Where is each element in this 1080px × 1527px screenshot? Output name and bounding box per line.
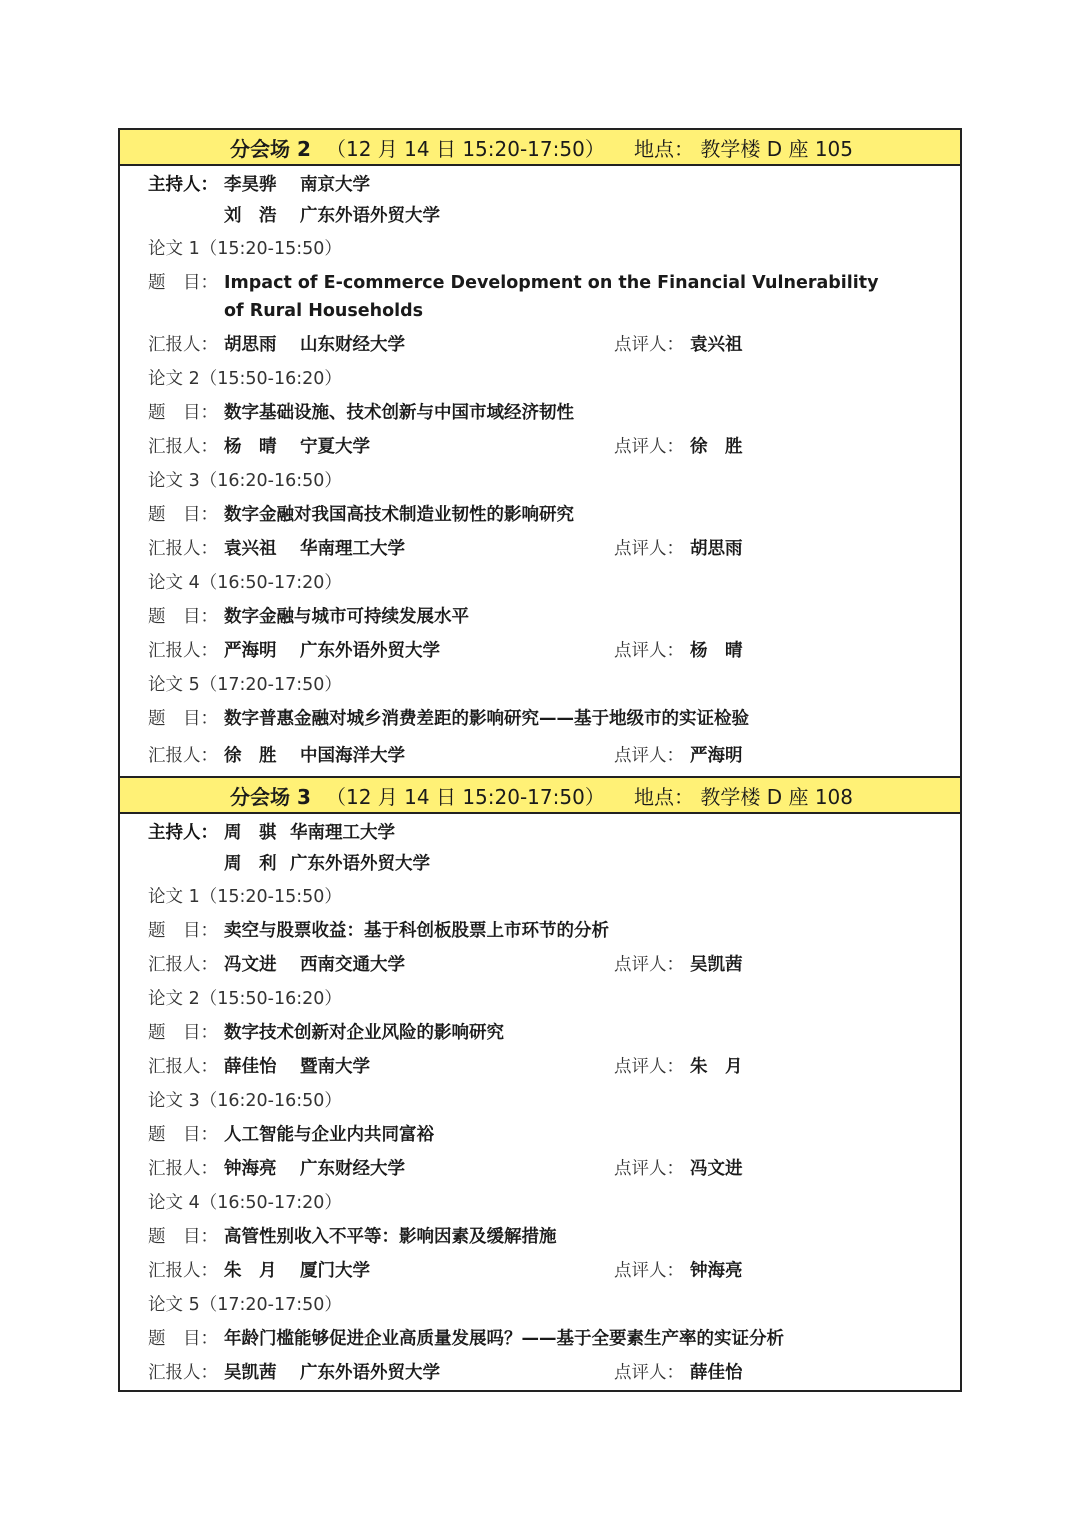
- presenter-affiliation: 广东外语外贸大学: [300, 641, 440, 661]
- presenter-affiliation: 中国海洋大学: [300, 746, 405, 766]
- paper-title: 人工智能与企业内共同富裕: [224, 1125, 434, 1145]
- paper-title-row: [148, 1019, 940, 1047]
- presenter-name: 钟海亮: [224, 1159, 277, 1179]
- host-label: 主持人：: [148, 175, 218, 195]
- presenter-label: 汇报人：: [148, 1057, 218, 1077]
- paper-title: 卖空与股票收益：基于科创板股票上市环节的分析: [224, 921, 609, 941]
- title-label: 题 目：: [148, 273, 218, 293]
- session-2-name: 分会场 2: [230, 136, 311, 161]
- title-label: 题 目：: [148, 1125, 218, 1145]
- presenter-label: 汇报人：: [148, 1261, 218, 1281]
- reviewer-label: 点评人：: [614, 641, 684, 661]
- paper-title: 高管性别收入不平等：影响因素及缓解措施: [224, 1227, 557, 1247]
- presenter-row: [148, 1359, 940, 1387]
- presenter-name: 徐 胜: [224, 746, 277, 766]
- presenter-affiliation: 厦门大学: [300, 1261, 370, 1281]
- paper-title-row: [148, 1121, 940, 1149]
- host-affiliation: 南京大学: [300, 175, 370, 195]
- presenter-row: [148, 331, 940, 359]
- presenter-label: 汇报人：: [148, 1159, 218, 1179]
- paper-title-row: [148, 603, 940, 631]
- paper-label: 论文 1（15:20-15:50）: [148, 239, 342, 259]
- presenter-name: 吴凯茜: [224, 1363, 277, 1383]
- presenter-row: [148, 637, 940, 665]
- reviewer-label: 点评人：: [614, 1261, 684, 1281]
- presenter-affiliation: 宁夏大学: [300, 437, 370, 457]
- paper-label: 论文 5（17:20-17:50）: [148, 675, 342, 695]
- paper-label: 论文 3（16:20-16:50）: [148, 1091, 342, 1111]
- session-2-body: [120, 166, 960, 778]
- reviewer-name: 杨 晴: [690, 641, 743, 661]
- paper-title-row: [148, 269, 940, 325]
- presenter-row: [148, 433, 940, 461]
- title-label: 题 目：: [148, 403, 218, 423]
- paper-title: 数字金融对我国高技术制造业韧性的影响研究: [224, 505, 574, 525]
- paper-title: 数字技术创新对企业风险的影响研究: [224, 1023, 504, 1043]
- reviewer-name: 钟海亮: [690, 1261, 743, 1281]
- session-2-header: [120, 130, 960, 166]
- paper-title: 数字基础设施、技术创新与中国市域经济韧性: [224, 403, 574, 423]
- reviewer-name: 冯文进: [690, 1159, 743, 1179]
- paper-title: 数字金融与城市可持续发展水平: [224, 607, 469, 627]
- paper-label: 论文 3（16:20-16:50）: [148, 471, 342, 491]
- host-name: 李昊骅: [224, 175, 277, 195]
- paper-label: 论文 1（15:20-15:50）: [148, 887, 342, 907]
- host-label: 主持人：: [148, 823, 218, 843]
- presenter-name: 冯文进: [224, 955, 277, 975]
- paper-title: 年龄门槛能够促进企业高质量发展吗？——基于全要素生产率的实证分析: [224, 1329, 784, 1349]
- paper-title: Impact of E-commerce Development on the Financial Vulnerability of Rural Households: [224, 273, 879, 321]
- presenter-affiliation: 山东财经大学: [300, 335, 405, 355]
- host-name: 周 利: [224, 854, 277, 874]
- schedule-table: [118, 128, 962, 1392]
- presenter-affiliation: 广东财经大学: [300, 1159, 405, 1179]
- presenter-affiliation: 西南交通大学: [300, 955, 405, 975]
- host-row: [148, 819, 940, 847]
- presenter-row: [148, 742, 940, 770]
- reviewer-name: 吴凯茜: [690, 955, 743, 975]
- reviewer-name: 严海明: [690, 746, 743, 766]
- reviewer-name: 朱 月: [690, 1057, 743, 1077]
- reviewer-label: 点评人：: [614, 1363, 684, 1383]
- session-3-location: 地点： 教学楼 D 座 108: [634, 784, 854, 809]
- presenter-label: 汇报人：: [148, 437, 218, 457]
- presenter-name: 胡思雨: [224, 335, 277, 355]
- paper-title-row: [148, 501, 940, 529]
- session-3-time: （12 月 14 日 15:20-17:50）: [326, 784, 605, 809]
- host-affiliation: 华南理工大学: [290, 823, 395, 843]
- presenter-row: [148, 1053, 940, 1081]
- presenter-row: [148, 1155, 940, 1183]
- paper-label: 论文 2（15:50-16:20）: [148, 369, 342, 389]
- host-row: [148, 202, 940, 230]
- reviewer-label: 点评人：: [614, 1159, 684, 1179]
- paper-title-row: [148, 705, 940, 733]
- host-name: 周 骐: [224, 823, 277, 843]
- title-label: 题 目：: [148, 1023, 218, 1043]
- paper-title-row: [148, 1325, 940, 1353]
- presenter-label: 汇报人：: [148, 746, 218, 766]
- session-2-location: 地点： 教学楼 D 座 105: [634, 136, 854, 161]
- paper-label: 论文 4（16:50-17:20）: [148, 1193, 342, 1213]
- reviewer-label: 点评人：: [614, 539, 684, 559]
- presenter-label: 汇报人：: [148, 1363, 218, 1383]
- title-label: 题 目：: [148, 505, 218, 525]
- presenter-name: 薛佳怡: [224, 1057, 277, 1077]
- presenter-name: 杨 晴: [224, 437, 277, 457]
- presenter-label: 汇报人：: [148, 955, 218, 975]
- presenter-row: [148, 951, 940, 979]
- host-row: [148, 171, 940, 199]
- paper-label: 论文 2（15:50-16:20）: [148, 989, 342, 1009]
- presenter-row: [148, 535, 940, 563]
- title-label: 题 目：: [148, 607, 218, 627]
- title-label: 题 目：: [148, 709, 218, 729]
- session-3-name: 分会场 3: [230, 784, 311, 809]
- paper-label: 论文 4（16:50-17:20）: [148, 573, 342, 593]
- presenter-affiliation: 广东外语外贸大学: [300, 1363, 440, 1383]
- reviewer-label: 点评人：: [614, 1057, 684, 1077]
- presenter-name: 严海明: [224, 641, 277, 661]
- host-affiliation: 广东外语外贸大学: [300, 206, 440, 226]
- reviewer-name: 胡思雨: [690, 539, 743, 559]
- session-3-body: [120, 814, 960, 1390]
- title-label: 题 目：: [148, 921, 218, 941]
- paper-label: 论文 5（17:20-17:50）: [148, 1295, 342, 1315]
- session-3-header: [120, 778, 960, 814]
- reviewer-label: 点评人：: [614, 955, 684, 975]
- presenter-label: 汇报人：: [148, 539, 218, 559]
- host-affiliation: 广东外语外贸大学: [290, 854, 430, 874]
- reviewer-name: 徐 胜: [690, 437, 743, 457]
- presenter-name: 朱 月: [224, 1261, 277, 1281]
- paper-title-row: [148, 917, 940, 945]
- paper-title: 数字普惠金融对城乡消费差距的影响研究——基于地级市的实证检验: [224, 709, 749, 729]
- title-label: 题 目：: [148, 1329, 218, 1349]
- reviewer-name: 薛佳怡: [690, 1363, 743, 1383]
- reviewer-label: 点评人：: [614, 746, 684, 766]
- reviewer-label: 点评人：: [614, 335, 684, 355]
- title-label: 题 目：: [148, 1227, 218, 1247]
- session-2-time: （12 月 14 日 15:20-17:50）: [326, 136, 605, 161]
- paper-title-row: [148, 399, 940, 427]
- host-row: [148, 850, 940, 878]
- presenter-affiliation: 暨南大学: [300, 1057, 370, 1077]
- presenter-affiliation: 华南理工大学: [300, 539, 405, 559]
- presenter-label: 汇报人：: [148, 335, 218, 355]
- paper-title-row: [148, 1223, 940, 1251]
- host-name: 刘 浩: [224, 206, 277, 226]
- presenter-name: 袁兴祖: [224, 539, 277, 559]
- reviewer-label: 点评人：: [614, 437, 684, 457]
- presenter-row: [148, 1257, 940, 1285]
- reviewer-name: 袁兴祖: [690, 335, 743, 355]
- presenter-label: 汇报人：: [148, 641, 218, 661]
